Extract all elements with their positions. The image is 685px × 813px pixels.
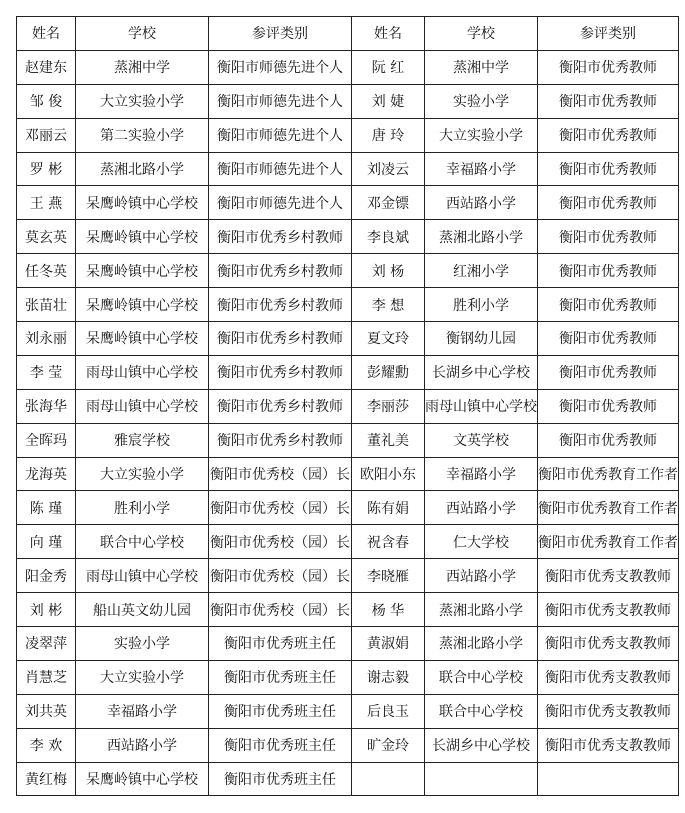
cell-category-left: 衡阳市优秀校（园）长 [209,491,352,525]
table-row [17,254,679,288]
cell-category-right: 衡阳市优秀支教教师 [538,694,679,728]
cell-category-right: 衡阳市优秀教师 [538,288,679,322]
table-row [17,457,679,491]
cell-category-right: 衡阳市优秀教师 [538,84,679,118]
cell-school-left: 呆鹰岭镇中心学校 [76,254,209,288]
cell-category-left: 衡阳市师德先进个人 [209,118,352,152]
table-row [17,593,679,627]
cell-name-right: 李丽莎 [352,389,425,423]
header-school-left: 学校 [76,17,209,51]
cell-category-left: 衡阳市优秀乡村教师 [209,220,352,254]
cell-category-left: 衡阳市优秀乡村教师 [209,423,352,457]
cell-school-left: 船山英文幼儿园 [76,593,209,627]
cell-school-left: 实验小学 [76,627,209,661]
cell-name-right: 杨 华 [352,593,425,627]
cell-school-right: 长湖乡中心学校 [425,355,538,389]
cell-category-right: 衡阳市优秀教师 [538,50,679,84]
cell-name-left: 莫玄英 [17,220,76,254]
header-category-left: 参评类别 [209,17,352,51]
cell-category-left: 衡阳市优秀乡村教师 [209,254,352,288]
cell-school-left: 雅宸学校 [76,423,209,457]
table-row [17,152,679,186]
cell-name-right: 后良玉 [352,694,425,728]
cell-name-right [352,762,425,796]
cell-name-left: 罗 彬 [17,152,76,186]
cell-category-right: 衡阳市优秀教师 [538,322,679,356]
cell-category-right: 衡阳市优秀教师 [538,186,679,220]
table-row [17,559,679,593]
cell-category-right: 衡阳市优秀支教教师 [538,627,679,661]
cell-name-right: 唐 玲 [352,118,425,152]
cell-name-left: 刘 彬 [17,593,76,627]
table-row [17,627,679,661]
cell-category-right: 衡阳市优秀教育工作者 [538,457,679,491]
header-name-right: 姓名 [352,17,425,51]
cell-school-right: 雨母山镇中心学校 [425,389,538,423]
cell-school-left: 呆鹰岭镇中心学校 [76,288,209,322]
cell-school-left: 呆鹰岭镇中心学校 [76,322,209,356]
cell-school-right: 衡钢幼儿园 [425,322,538,356]
cell-name-right: 旷金玲 [352,728,425,762]
cell-category-left: 衡阳市优秀校（园）长 [209,559,352,593]
cell-name-right: 李 想 [352,288,425,322]
table-row [17,84,679,118]
cell-school-right: 长湖乡中心学校 [425,728,538,762]
cell-category-right: 衡阳市优秀支教教师 [538,593,679,627]
table-row [17,50,679,84]
table-body [17,50,679,796]
header-school-right: 学校 [425,17,538,51]
cell-school-left: 雨母山镇中心学校 [76,355,209,389]
cell-school-left: 西站路小学 [76,728,209,762]
table-row [17,288,679,322]
header-category-right: 参评类别 [538,17,679,51]
cell-category-right: 衡阳市优秀支教教师 [538,559,679,593]
cell-school-left: 联合中心学校 [76,525,209,559]
cell-name-left: 邓丽云 [17,118,76,152]
cell-name-right: 李良斌 [352,220,425,254]
table-row [17,423,679,457]
cell-name-left: 李 莹 [17,355,76,389]
cell-category-right: 衡阳市优秀教育工作者 [538,525,679,559]
cell-school-left: 蒸湘中学 [76,50,209,84]
cell-name-left: 黄红梅 [17,762,76,796]
table-row [17,728,679,762]
cell-name-right: 刘 婕 [352,84,425,118]
cell-school-right: 蒸湘中学 [425,50,538,84]
cell-category-right: 衡阳市优秀支教教师 [538,660,679,694]
cell-name-right: 夏文玲 [352,322,425,356]
table-row [17,694,679,728]
cell-category-left: 衡阳市优秀校（园）长 [209,525,352,559]
table-row [17,220,679,254]
cell-school-right: 胜利小学 [425,288,538,322]
table-row [17,186,679,220]
cell-name-left: 张苗壮 [17,288,76,322]
cell-category-right: 衡阳市优秀教师 [538,152,679,186]
cell-category-right: 衡阳市优秀教师 [538,254,679,288]
cell-category-left: 衡阳市优秀班主任 [209,627,352,661]
cell-name-left: 刘共英 [17,694,76,728]
cell-name-right: 陈有娟 [352,491,425,525]
table-header [17,17,679,51]
cell-school-right: 仁大学校 [425,525,538,559]
cell-school-left: 第二实验小学 [76,118,209,152]
awards-table [16,16,679,796]
cell-name-right: 董礼美 [352,423,425,457]
cell-name-right: 刘 杨 [352,254,425,288]
cell-school-right: 西站路小学 [425,186,538,220]
cell-category-right [538,762,679,796]
cell-school-left: 胜利小学 [76,491,209,525]
cell-name-left: 任冬英 [17,254,76,288]
cell-school-right: 大立实验小学 [425,118,538,152]
cell-name-left: 王 燕 [17,186,76,220]
cell-name-left: 赵建东 [17,50,76,84]
cell-school-left: 呆鹰岭镇中心学校 [76,220,209,254]
cell-school-right: 蒸湘北路小学 [425,627,538,661]
cell-name-left: 邹 俊 [17,84,76,118]
cell-category-right: 衡阳市优秀教育工作者 [538,491,679,525]
cell-name-right: 邓金镖 [352,186,425,220]
cell-school-right: 幸福路小学 [425,457,538,491]
cell-name-right: 欧阳小东 [352,457,425,491]
cell-category-left: 衡阳市优秀乡村教师 [209,288,352,322]
cell-school-right: 红湘小学 [425,254,538,288]
cell-name-left: 陈 瑾 [17,491,76,525]
table-row [17,389,679,423]
cell-name-right: 阮 红 [352,50,425,84]
cell-name-right: 黄淑娟 [352,627,425,661]
cell-school-right: 西站路小学 [425,559,538,593]
cell-category-left: 衡阳市优秀校（园）长 [209,593,352,627]
cell-category-right: 衡阳市优秀教师 [538,118,679,152]
header-row [17,17,679,51]
cell-school-left: 蒸湘北路小学 [76,152,209,186]
table-row [17,118,679,152]
cell-school-right: 联合中心学校 [425,694,538,728]
cell-category-left: 衡阳市优秀乡村教师 [209,389,352,423]
cell-category-right: 衡阳市优秀教师 [538,220,679,254]
cell-name-left: 全晖玛 [17,423,76,457]
cell-name-right: 刘凌云 [352,152,425,186]
cell-category-left: 衡阳市师德先进个人 [209,50,352,84]
cell-category-left: 衡阳市优秀校（园）长 [209,457,352,491]
cell-category-left: 衡阳市师德先进个人 [209,152,352,186]
cell-school-left: 呆鹰岭镇中心学校 [76,762,209,796]
cell-name-left: 刘永丽 [17,322,76,356]
cell-school-left: 雨母山镇中心学校 [76,389,209,423]
table-row [17,355,679,389]
cell-name-left: 向 瑾 [17,525,76,559]
cell-category-left: 衡阳市师德先进个人 [209,84,352,118]
cell-category-left: 衡阳市优秀乡村教师 [209,322,352,356]
cell-school-right: 文英学校 [425,423,538,457]
cell-category-right: 衡阳市优秀教师 [538,423,679,457]
cell-school-right: 幸福路小学 [425,152,538,186]
cell-category-right: 衡阳市优秀支教教师 [538,728,679,762]
cell-category-left: 衡阳市优秀班主任 [209,762,352,796]
cell-category-left: 衡阳市优秀乡村教师 [209,355,352,389]
cell-school-right: 联合中心学校 [425,660,538,694]
cell-name-right: 彭耀勳 [352,355,425,389]
cell-category-right: 衡阳市优秀教师 [538,389,679,423]
cell-category-left: 衡阳市师德先进个人 [209,186,352,220]
table-row [17,762,679,796]
cell-category-left: 衡阳市优秀班主任 [209,728,352,762]
cell-school-right: 实验小学 [425,84,538,118]
header-name-left: 姓名 [17,17,76,51]
cell-school-left: 大立实验小学 [76,457,209,491]
table-row [17,491,679,525]
cell-name-left: 肖慧芝 [17,660,76,694]
table-row [17,322,679,356]
cell-school-right [425,762,538,796]
cell-name-left: 阳金秀 [17,559,76,593]
cell-name-right: 祝含春 [352,525,425,559]
cell-school-right: 蒸湘北路小学 [425,593,538,627]
table-row [17,660,679,694]
cell-school-right: 西站路小学 [425,491,538,525]
cell-school-left: 雨母山镇中心学校 [76,559,209,593]
cell-school-right: 蒸湘北路小学 [425,220,538,254]
cell-category-left: 衡阳市优秀班主任 [209,660,352,694]
cell-name-left: 张海华 [17,389,76,423]
cell-name-right: 李晓雁 [352,559,425,593]
cell-school-left: 呆鹰岭镇中心学校 [76,186,209,220]
cell-name-left: 凌翠萍 [17,627,76,661]
cell-name-left: 李 欢 [17,728,76,762]
cell-name-left: 龙海英 [17,457,76,491]
cell-school-left: 幸福路小学 [76,694,209,728]
awards-table-container [16,16,679,796]
cell-category-right: 衡阳市优秀教师 [538,355,679,389]
cell-school-left: 大立实验小学 [76,84,209,118]
cell-school-left: 大立实验小学 [76,660,209,694]
table-row [17,525,679,559]
cell-category-left: 衡阳市优秀班主任 [209,694,352,728]
cell-name-right: 谢志毅 [352,660,425,694]
